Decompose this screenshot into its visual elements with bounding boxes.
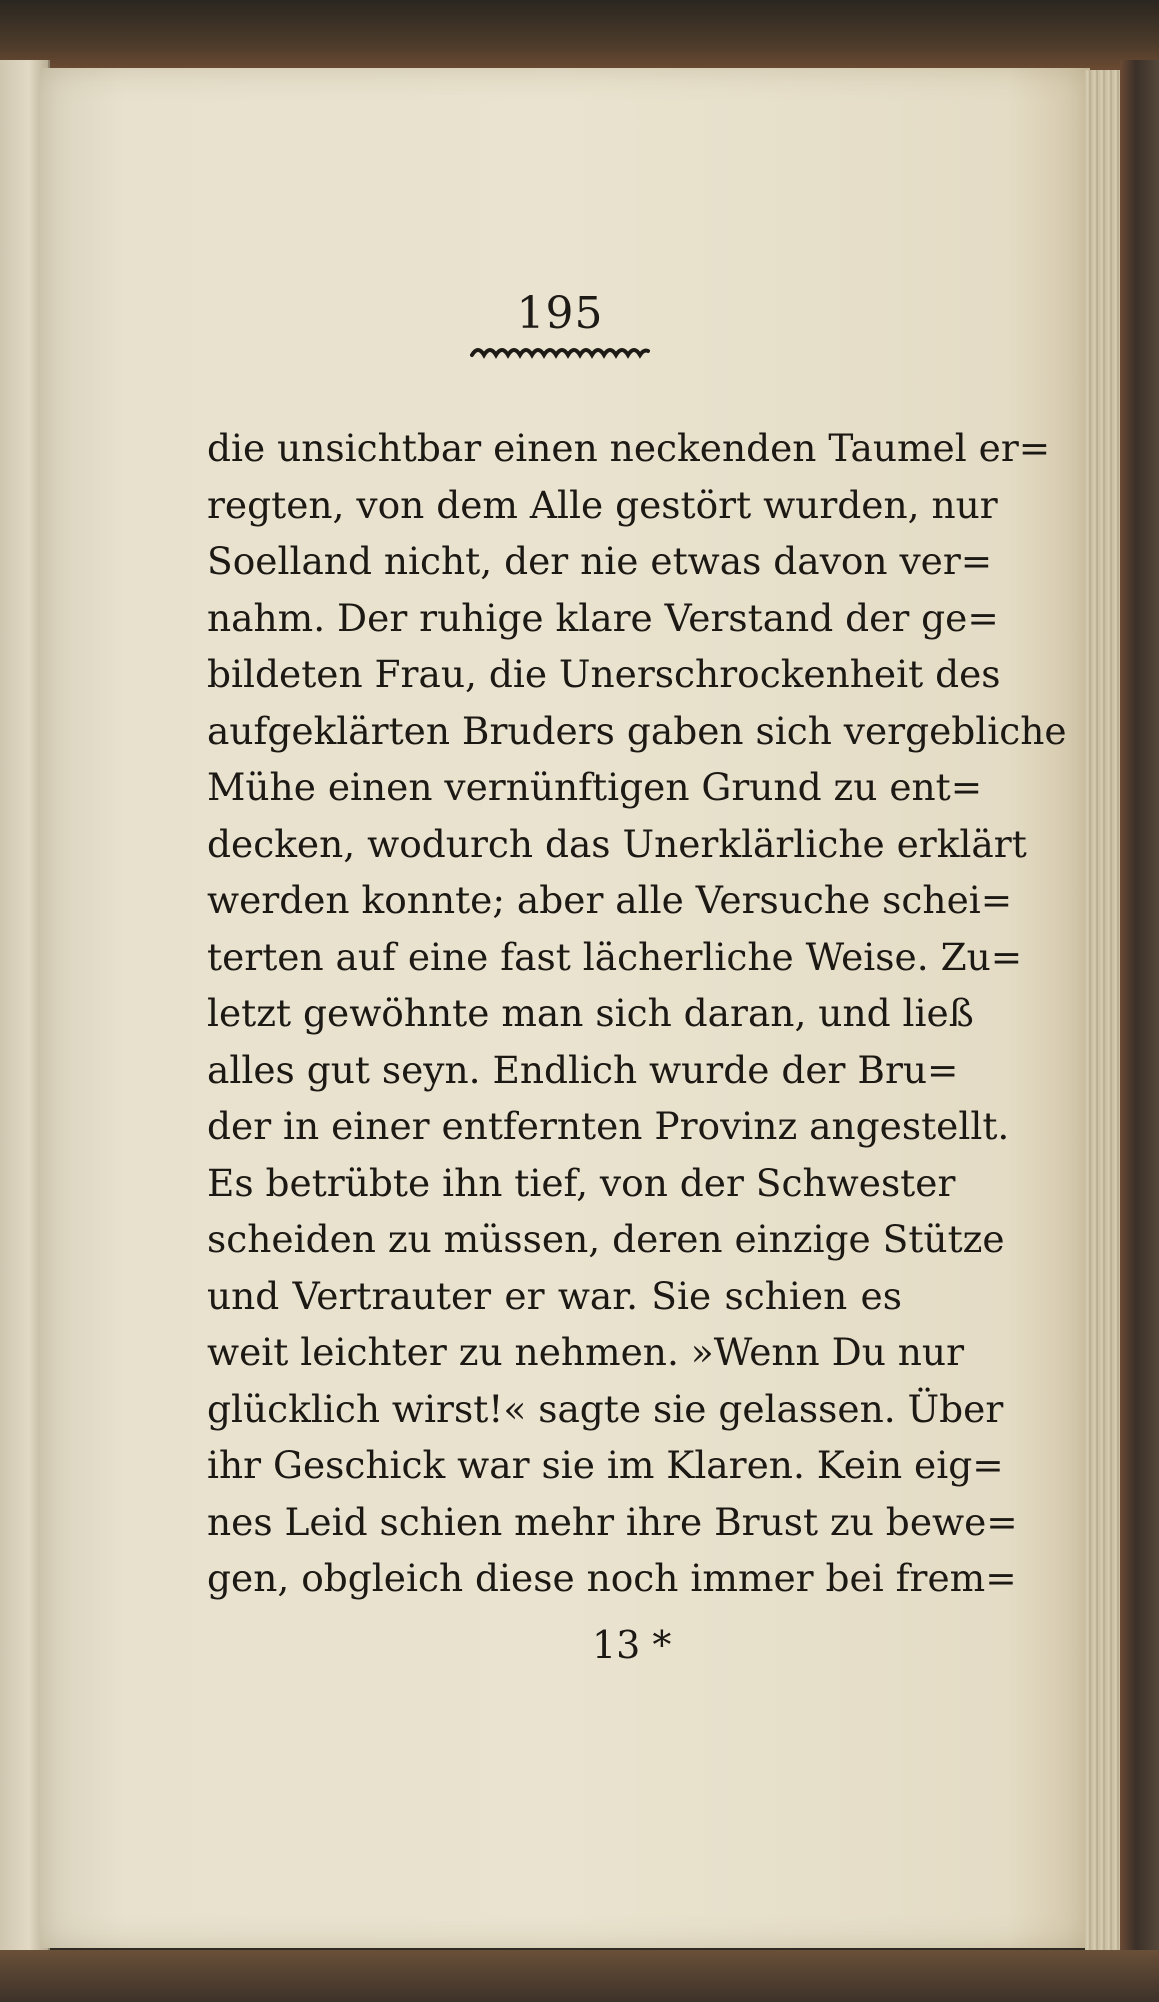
text-line: glücklich wirst!« sagte sie gelassen. Über [207,1386,1004,1431]
body-text [207,420,1067,1607]
page-stack-edge [1085,70,1125,1950]
book-binding [1120,60,1159,2002]
text-line: weit leichter zu nehmen. »Wenn Du nur [207,1330,964,1374]
text-line: bildeten Frau, die Unerschrockenheit des [207,652,1001,696]
text-line: terten auf eine fast lächerliche Weise. Zu= [207,934,1023,979]
text-line: ihr Geschick war sie im Klaren. Kein eig= [207,1443,1004,1487]
text-line: gen, obgleich diese noch immer bei frem= [207,1556,1017,1600]
text-line: decken, wodurch das Unerklärliche erklärt [207,821,1027,866]
signature-mark: 13 * [592,1623,672,1667]
text-line: der in einer entfernten Provinz angestellt. [207,1104,1010,1148]
book-cover-bottom [0,1950,1159,2002]
text-line: nes Leid schien mehr ihre Brust zu bewe= [207,1499,1018,1544]
text-line: Es betrübte ihn tief, von der Schwester [207,1160,956,1205]
text-line: werden konnte; aber alle Versuche schei= [207,878,1013,922]
wave-ornament-icon [470,343,650,363]
text-line: nahm. Der ruhige klare Verstand der ge= [207,595,999,640]
text-line: Mühe einen vernünftigen Grund zu ent= [207,765,983,809]
text-line: regten, von dem Alle gestört wurden, nur [207,482,998,527]
text-line: die unsichtbar einen neckenden Taumel er= [207,426,1051,470]
text-line: letzt gewöhnte man sich daran, und ließ [207,991,974,1035]
text-line: und Vertrauter er war. Sie schien es [207,1273,902,1318]
text-line: Soelland nicht, der nie etwas davon ver= [207,539,993,583]
page-header [460,288,660,363]
text-line: scheiden zu müssen, deren einzige Stütze [207,1217,1005,1261]
text-line: aufgeklärten Bruders gaben sich vergebliche [207,708,1067,753]
book-cover-top [0,0,1159,70]
page-number: 195 [516,288,604,339]
text-line: alles gut seyn. Endlich wurde der Bru= [207,1047,959,1092]
